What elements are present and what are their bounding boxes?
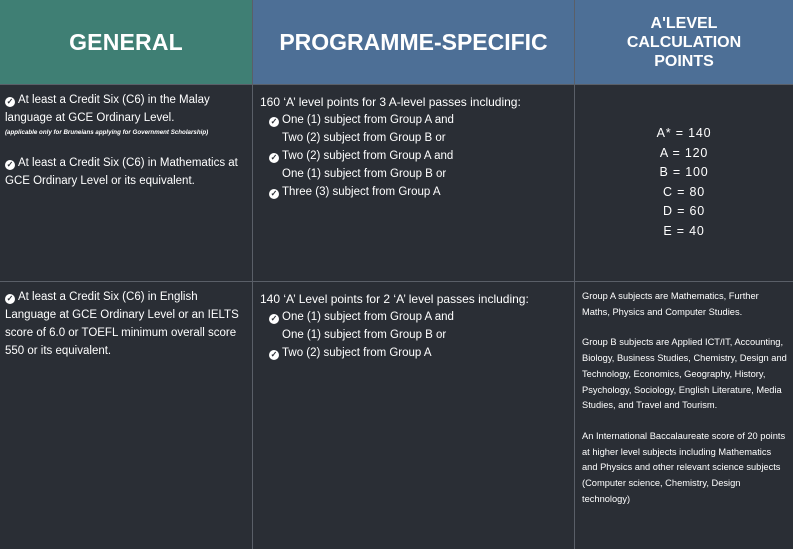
- programme-header: PROGRAMME-SPECIFIC: [253, 0, 574, 84]
- option-line: ✓ Three (3) subject from Group A: [270, 186, 441, 198]
- ib-description: An International Baccalaureate score of 20 points at higher level subjects including Mathematics and Physics and other relevant science subjects (Computer science, Chemistry, Design technology): [582, 430, 786, 504]
- group-a-description: Group A subjects are Mathematics, Further Maths, Physics and Computer Studies.: [582, 291, 759, 317]
- points-row-2: [575, 282, 793, 549]
- general-row-2: [0, 282, 252, 549]
- general-row-1: [0, 85, 252, 281]
- option-line: Two (2) subject from Group B or: [282, 132, 446, 144]
- general-header: GENERAL: [0, 0, 252, 84]
- check-circle-icon: ✓: [270, 189, 278, 198]
- option-line: One (1) subject from Group B or: [282, 168, 447, 180]
- check-circle-icon: ✓: [270, 314, 278, 323]
- option-line: ✓ One (1) subject from Group A and: [270, 114, 454, 126]
- grade-point: C = 80: [663, 184, 705, 199]
- row-divider: [0, 281, 793, 282]
- requirement-english: ✓ At least a Credit Six (C6) in English Language at GCE Ordinary Level or an IELTS score of 6.0 or TOEFL minimum overall score 550 or its equivalent.: [5, 291, 239, 357]
- requirement-mathematics: ✓ At least a Credit Six (C6) in Mathematics at GCE Ordinary Level or its equivalent.: [5, 157, 238, 187]
- check-circle-icon: ✓: [270, 117, 278, 126]
- grade-point: D = 60: [663, 204, 705, 219]
- grade-points-list: [575, 124, 793, 242]
- check-circle-icon: ✓: [270, 153, 278, 162]
- check-circle-icon: ✓: [6, 294, 14, 303]
- check-circle-icon: ✓: [6, 160, 14, 169]
- column-divider: [252, 0, 253, 549]
- option-line: ✓ Two (2) subject from Group A: [270, 347, 432, 359]
- programme-row-1: [253, 85, 574, 281]
- group-b-description: Group B subjects are Applied ICT/IT, Accounting, Biology, Business Studies, Chemistry, Design and Technology, Economics, Geography, History, Psychology, Sociology, English Literature, Media Studies, and Travel and Tourism.: [582, 337, 787, 411]
- grade-point: A* = 140: [656, 126, 712, 140]
- grade-point: A = 120: [659, 145, 709, 160]
- grade-point: B = 100: [659, 165, 709, 180]
- scholarship-note: (applicable only for Bruneians applying for Government Scholarship): [5, 129, 209, 136]
- check-circle-icon: ✓: [270, 350, 278, 359]
- check-circle-icon: ✓: [6, 97, 14, 106]
- row-divider: [0, 84, 793, 85]
- requirement-malay: ✓ At least a Credit Six (C6) in the Malay language at GCE Ordinary Level.: [5, 94, 210, 124]
- option-line: One (1) subject from Group B or: [282, 329, 447, 341]
- programme-column: [253, 0, 574, 549]
- option-line: ✓ One (1) subject from Group A and: [270, 311, 454, 323]
- points-column: [575, 0, 793, 549]
- programme-row-2: [253, 282, 574, 549]
- points-header: A'LEVEL CALCULATION POINTS: [575, 0, 793, 84]
- programme-lead-160: 160 ‘A’ level points for 3 A-level passes including:: [260, 95, 521, 109]
- general-column: [0, 0, 252, 549]
- points-row-1: [575, 85, 793, 281]
- grade-point: E = 40: [663, 223, 705, 238]
- column-divider: [574, 0, 575, 549]
- programme-lead-140: 140 ‘A’ Level points for 2 ‘A’ level passes including:: [260, 292, 529, 306]
- option-line: ✓ Two (2) subject from Group A and: [270, 150, 454, 162]
